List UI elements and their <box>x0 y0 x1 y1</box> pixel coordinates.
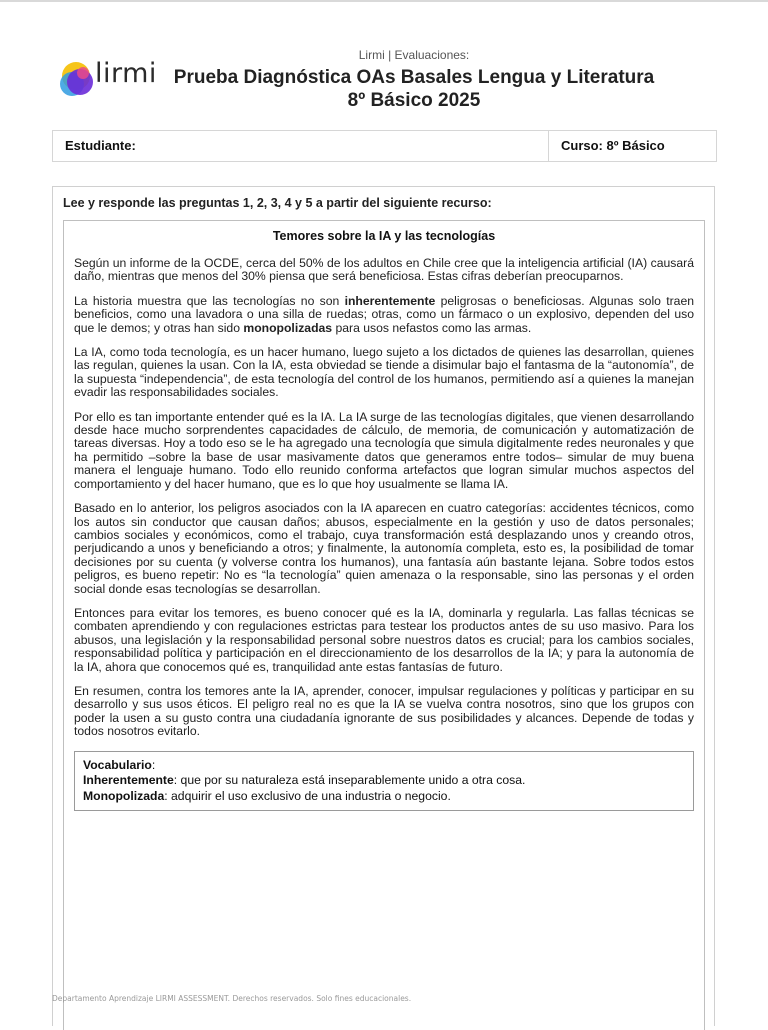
article-paragraph-6: Entonces para evitar los temores, es bueno conocer qué es la IA, dominarla y regularla. Las fallas técnicas se combaten aprendiendo y con regulaciones estrictas para testear los productos antes de su uso masivo. Para los abusos, una legislación y la responsabilidad personal sobre nuestros datos es crucial; para los cambios sociales, responsabilidad política y participación en el direccionamiento de los desarrollos de la IA; y para la autonomía de la IA, ahora que conocemos qué es, tranquilidad ante estas fantasías de futuro. <box>74 605 694 674</box>
vocabulary-heading-colon: : <box>151 757 156 772</box>
p2-text-e: para usos nefastos como las armas. <box>332 320 532 335</box>
vocabulary-term-1: Inherentemente <box>83 773 174 788</box>
article-paragraph-7: En resumen, contra los temores ante la IA, aprender, conocer, impulsar regulaciones y políticas y participar en su desarrollo y sus usos éticos. El peligro real no es que la IA se vuelva contra nosotros, sino que los grupos con poder la usen a su gusto contra una ciudadanía ignorante de sus posibilidades y alcances. Depende de todas y todos nosotros evitarlo. <box>74 683 694 739</box>
student-info-box <box>52 130 717 162</box>
vocabulary-def-2: : adquirir el uso exclusivo de una industria o negocio. <box>164 788 451 803</box>
top-rule <box>0 0 768 2</box>
footer-text: Departamento Aprendizaje LIRMI ASSESSMENT. Derechos reservados. Solo fines educacionales. <box>52 994 412 1003</box>
course-label: Curso: 8º Básico <box>561 138 665 153</box>
vocabulary-box <box>74 751 694 812</box>
p2-term-monopolizadas: monopolizadas <box>243 320 333 335</box>
vocabulary-def-1: : que por su naturaleza está inseparablemente unido a otra cosa. <box>173 773 526 788</box>
vocabulary-item-2 <box>83 789 685 805</box>
article-title: Temores sobre la IA y las tecnologías <box>272 229 496 243</box>
instruction-text: Lee y responde las preguntas 1, 2, 3, 4 y 5 a partir del siguiente recurso: <box>63 196 492 210</box>
article-paragraph-2 <box>74 295 694 335</box>
vocabulary-heading-line <box>83 758 685 774</box>
vocabulary-heading: Vocabulario <box>83 757 152 772</box>
article-paragraph-1: Según un informe de la OCDE, cerca del 50% de los adultos en Chile cree que la inteligencia artificial (IA) causará daño, mientras que menos del 30% piensa que será beneficiosa. Estas cifras deberían preocuparnos. <box>74 256 694 284</box>
p2-term-inherentemente: inherentemente <box>344 293 436 308</box>
p2-text-c: peligrosas o beneficiosas. Algunas solo traen beneficios, como una lavadora o una silla de ruedas; otras, como un fármaco o un explosivo, dependen del uso que le demos; y otras han sido <box>74 293 694 335</box>
page-title: Prueba Diagnóstica OAs Basales Lengua y Literatura 8º Básico 2025 <box>173 67 655 111</box>
vocabulary-term-2: Monopolizada <box>83 788 165 803</box>
article-paragraph-4: Por ello es tan importante entender qué es la IA. La IA surge de las tecnologías digitales, que vienen desarrollando desde hace mucho sorprendentes capacidades de cálculo, de memoria, de comunicación y automatización de tareas diversas. Hoy a todo eso se le ha agregado una tecnología que simula digitalmente redes neuronales y que ha permitido –sobre la base de usar masivamente datos que generamos entre todos– simular de muy buena manera el lenguaje humano. Todo ello reunido conforma artefactos que logran simular muchos aspectos del comportamiento y del hacer humano, que es lo que hoy usualmente se llama IA. <box>74 409 694 491</box>
header-supertitle: Lirmi | Evaluaciones: <box>358 50 470 62</box>
article-paragraph-3: La IA, como toda tecnología, es un hacer humano, luego sujeto a los dictados de quienes las desarrollan, quienes las regulan, quienes la usan. Con la IA, esta obviedad se tiende a disimular bajo el fantasma de la “autonomía”, de la supuesta “independencia”, de esta tecnología del control de los humanos, permitiendo así a quienes la manejan evadir las responsabilidades sociales. <box>74 345 694 400</box>
vocabulary-item-1 <box>83 773 685 789</box>
student-label: Estudiante: <box>53 131 549 161</box>
p2-text-a: La historia muestra que las tecnologías no son <box>74 293 345 308</box>
question-resource-box <box>52 186 715 1026</box>
article-box <box>63 220 705 1030</box>
article-paragraph-5: Basado en lo anterior, los peligros asociados con la IA aparecen en cuatro categorías: accidentes técnicos, como los autos sin conductor que causan daños; abusos, especialmente en la gestión y uso de datos personales; cambios sociales y económicos, como el trabajo, cuya transformación está desplazando unos y creando otros, perjudicando a unos y beneficiando a otros; y finalmente, la autonomía completa, esto es, la posibilidad de tomar decisiones por su cuenta (y volverse contra los humanos), una fantasía aún bastante lejana. Sobre todos estos peligros, es bueno repetir: No es “la tecnología” quien amenaza o la responsable, sino las personas y el orden social donde esas tecnologías se desarrollan. <box>74 501 694 596</box>
brand-wordmark: lirmi <box>95 58 157 89</box>
